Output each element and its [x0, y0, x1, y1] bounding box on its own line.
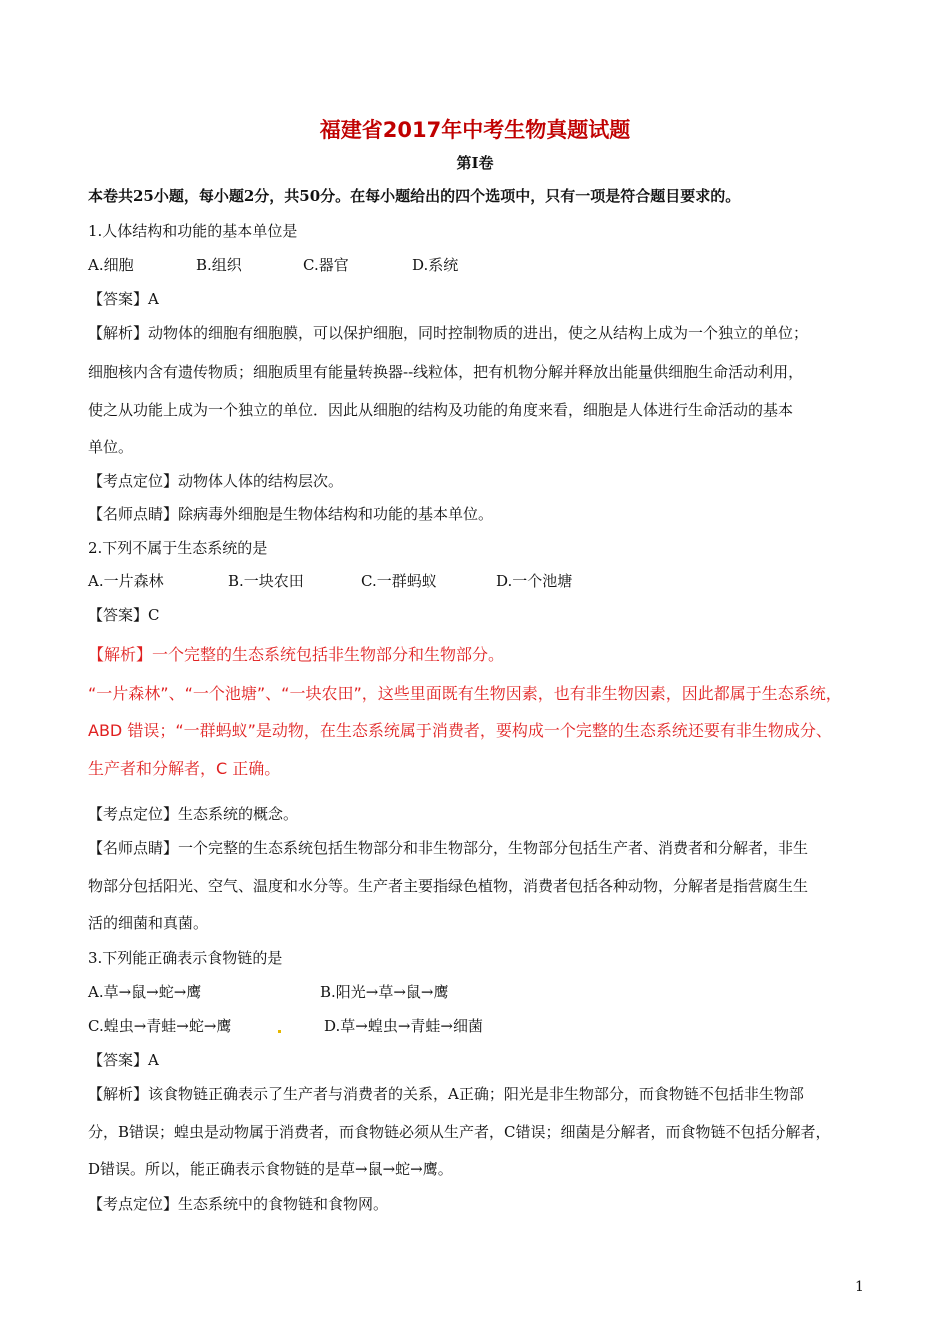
option-d: D.系统 — [412, 256, 459, 274]
question-1-point: 【考点定位】动物体人体的结构层次。 — [88, 472, 344, 490]
question-1-analysis-line: 单位。 — [88, 438, 134, 456]
stray-mark — [278, 1030, 281, 1033]
question-3-stem: 3.下列能正确表示食物链的是 — [88, 949, 283, 967]
option-a: A.一片森林 — [88, 572, 164, 590]
question-2-tip-line: 物部分包括阳光、空气、温度和水分等。生产者主要指绿色植物，消费者包括各种动物，分解者是指营腐生生 — [88, 877, 809, 895]
question-1-tip: 【名师点睛】除病毒外细胞是生物体结构和功能的基本单位。 — [88, 505, 494, 523]
option-b: B.组织 — [196, 256, 242, 274]
option-a: A.草→鼠→蛇→鹰 — [88, 983, 202, 1001]
question-2-point: 【考点定位】生态系统的概念。 — [88, 805, 299, 823]
question-1-analysis-line: 【解析】动物体的细胞有细胞膜，可以保护细胞，同时控制物质的进出，使之从结构上成为一个独立的单位； — [88, 324, 809, 342]
section-heading: 第Ⅰ卷 — [456, 154, 494, 172]
page-number: 1 — [855, 1279, 864, 1295]
option-c: C.蝗虫→青蛙→蛇→鹰 — [88, 1017, 232, 1035]
option-a: A.细胞 — [88, 256, 134, 274]
question-2-stem: 2.下列不属于生态系统的是 — [88, 539, 268, 557]
question-3-answer: 【答案】A — [88, 1051, 159, 1069]
question-1-analysis-line: 使之从功能上成为一个独立的单位．因此从细胞的结构及功能的角度来看，细胞是人体进行生命活动的基本 — [88, 401, 794, 419]
question-2-tip-line: 活的细菌和真菌。 — [88, 914, 209, 932]
option-c: C.一群蚂蚁 — [361, 572, 437, 590]
option-c: C.器官 — [303, 256, 349, 274]
question-1-stem: 1.人体结构和功能的基本单位是 — [88, 222, 298, 240]
question-2-analysis-line: “一片森林”、“一个池塘”、“一块农田”，这些里面既有生物因素，也有非生物因素，因此都属于生态系统， — [88, 684, 842, 703]
question-1-analysis-line: 细胞核内含有遗传物质；细胞质里有能量转换器--线粒体，把有机物分解并释放出能量供细胞生命活动利用， — [88, 363, 804, 381]
document-title: 福建省2017年中考生物真题试题 — [319, 118, 631, 142]
option-d: D.草→蝗虫→青蛙→细菌 — [324, 1017, 483, 1035]
instruction-text: 本卷共25小题，每小题2分，共50分。在每小题给出的四个选项中，只有一项是符合题目要求的。 — [88, 187, 741, 205]
question-2-tip-line: 【名师点睛】一个完整的生态系统包括生物部分和非生物部分，生物部分包括生产者、消费者和分解者，非生 — [88, 839, 809, 857]
question-3-point: 【考点定位】生态系统中的食物链和食物网。 — [88, 1195, 389, 1213]
question-2-answer: 【答案】C — [88, 606, 160, 624]
option-b: B.阳光→草→鼠→鹰 — [320, 983, 449, 1001]
question-1-answer: 【答案】A — [88, 290, 159, 308]
question-2-analysis-line: 生产者和分解者，C 正确。 — [88, 759, 281, 778]
question-2-analysis-line: ABD 错误；“一群蚂蚁”是动物，在生态系统属于消费者，要构成一个完整的生态系统还要有非生物成分、 — [88, 721, 832, 740]
question-2-analysis-line: 【解析】一个完整的生态系统包括非生物部分和生物部分。 — [88, 645, 505, 664]
question-3-analysis-line: 【解析】该食物链正确表示了生产者与消费者的关系，A正确；阳光是非生物部分，而食物链不包括非生物部 — [88, 1085, 804, 1103]
option-d: D.一个池塘 — [496, 572, 573, 590]
option-b: B.一块农田 — [228, 572, 304, 590]
question-3-analysis-line: D错误。所以，能正确表示食物链的是草→鼠→蛇→鹰。 — [88, 1160, 453, 1178]
question-3-analysis-line: 分，B错误；蝗虫是动物属于消费者，而食物链必须从生产者，C错误；细菌是分解者，而食物链不包括分解者， — [88, 1123, 831, 1141]
